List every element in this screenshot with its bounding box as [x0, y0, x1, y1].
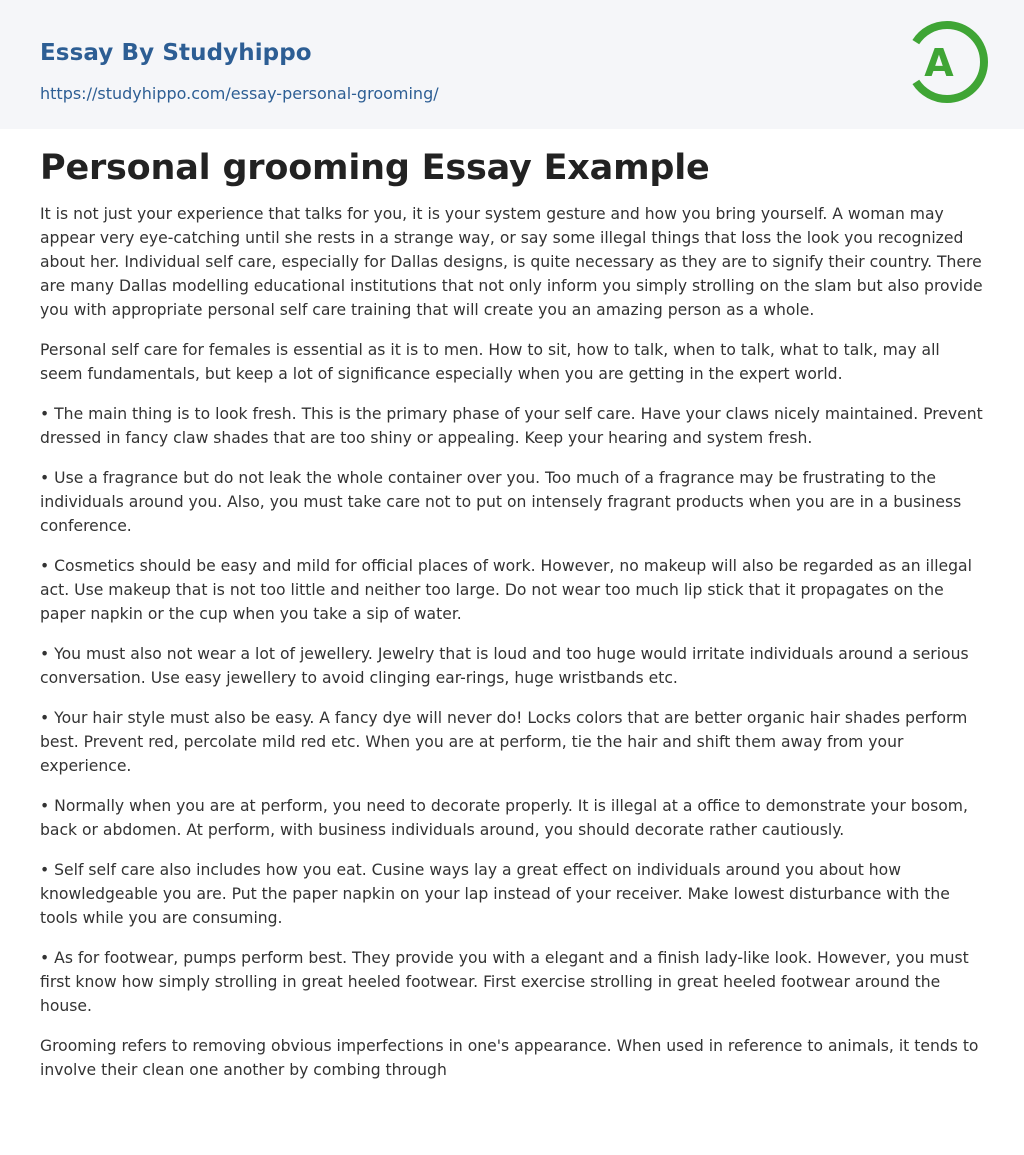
essay-paragraph: • The main thing is to look fresh. This is the primary phase of your self care. Have your claws nicely maintained. Prevent dressed in fancy claw shades that are too shiny or appealing. Keep your hearing and system fresh. [40, 405, 983, 447]
essay-paragraph: • Use a fragrance but do not leak the whole container over you. Too much of a fragrance may be frustrating to the individuals around you. Also, you must take care not to put on intensely fragrant products when you are in a business conference. [40, 469, 962, 535]
essay-paragraph: It is not just your experience that talks for you, it is your system gesture and how you bring yourself. A woman may appear very eye-catching until she rests in a strange way, or say some illegal things that loss the look you recognized about her. Individual self care, especially for Dallas designs, is quite necessary as they are to signify their country. There are many Dallas modelling educational institutions that not only inform you simply strolling on the slam but also provide you with appropriate personal self care training that will create you an amazing person as a whole. [40, 205, 983, 319]
article [0, 129, 1024, 1082]
essay-paragraph: Grooming refers to removing obvious imperfections in one's appearance. When used in reference to animals, it tends to involve their clean one another by combing through [40, 1037, 979, 1079]
essay-paragraph: • Your hair style must also be easy. A fancy dye will never do! Locks colors that are better organic hair shades perform best. Prevent red, percolate mild red etc. When you are at perform, tie the hair and shift them away from your experience. [40, 709, 968, 775]
page-title: Personal grooming Essay Example [40, 148, 710, 188]
essay-paragraph: • Self self care also includes how you eat. Cusine ways lay a great effect on individuals around you about how knowledgeable you are. Put the paper napkin on your lap instead of your receiver. Make lowest disturbance with the tools while you are consuming. [40, 861, 950, 927]
logo-letter: A [924, 41, 954, 85]
essay-paragraph: • You must also not wear a lot of jewellery. Jewelry that is loud and too huge would irritate individuals around a serious conversation. Use easy jewellery to avoid clinging ear-rings, huge wristbands etc. [40, 645, 969, 687]
article-url-link[interactable]: https://studyhippo.com/essay-personal-grooming/ [40, 84, 439, 103]
site-brand[interactable]: Essay By Studyhippo [40, 40, 312, 66]
essay-paragraph: • Normally when you are at perform, you need to decorate properly. It is illegal at a office to demonstrate your bosom, back or abdomen. At perform, with business individuals around, you should decorate rather cautiously. [40, 797, 968, 839]
essay-paragraph: • Cosmetics should be easy and mild for official places of work. However, no makeup will also be regarded as an illegal act. Use makeup that is not too little and neither too large. Do not wear too much lip stick that it propagates on the paper napkin or the cup when you take a sip of water. [40, 557, 972, 623]
studyhippo-logo-icon[interactable] [902, 16, 992, 106]
essay-paragraph: • As for footwear, pumps perform best. They provide you with a elegant and a finish lady-like look. However, you must first know how simply strolling in great heeled footwear. First exercise strolling in great heeled footwear around the house. [40, 949, 969, 1015]
site-header [0, 0, 1024, 129]
essay-paragraph: Personal self care for females is essential as it is to men. How to sit, how to talk, when to talk, what to talk, may all seem fundamentals, but keep a lot of significance especially when you are getting in the expert world. [40, 341, 940, 383]
